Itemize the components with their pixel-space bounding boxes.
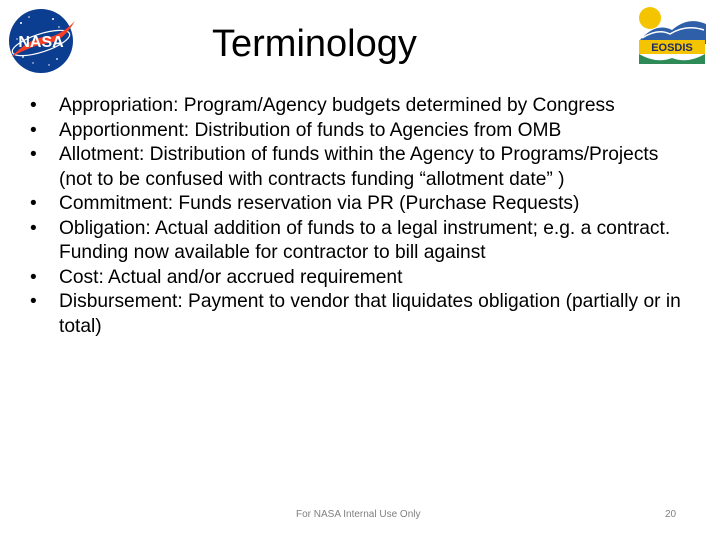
- bullet-dot: •: [30, 95, 37, 116]
- bullet-text: Allotment: Distribution of funds within the Agency to Programs/Projects (not to be confused with contracts funding “allotment date” ): [59, 144, 659, 190]
- bullet-dot: •: [30, 266, 37, 288]
- bullet-text: Apportionment: Distribution of funds to Agencies from OMB: [59, 119, 562, 141]
- bullet-item: [28, 94, 688, 119]
- slide-title: Terminology: [212, 23, 417, 65]
- bullet-text: Disbursement: Payment to vendor that liquidates obligation (partially or in total): [59, 291, 681, 337]
- bullet-dot: •: [30, 193, 37, 214]
- bullet-item: [28, 290, 688, 339]
- bullet-dot: •: [30, 119, 37, 141]
- bullet-item: [28, 143, 688, 192]
- nasa-logo-text: NASA: [18, 34, 64, 51]
- bullet-item: [28, 119, 688, 144]
- bullet-item: [28, 266, 688, 291]
- bullet-dot: •: [30, 144, 37, 165]
- bullet-dot: •: [30, 291, 37, 312]
- bullet-text: Cost: Actual and/or accrued requirement: [59, 266, 403, 288]
- bullet-text: Appropriation: Program/Agency budgets determined by Congress: [59, 95, 615, 116]
- bullet-text: Commitment: Funds reservation via PR (Purchase Requests): [59, 193, 580, 214]
- page-number: 20: [665, 509, 677, 520]
- footer-text: For NASA Internal Use Only: [296, 509, 421, 520]
- eosdis-logo-text: EOSDIS: [651, 42, 693, 54]
- bullet-list: [28, 94, 688, 339]
- bullet-text: Obligation: Actual addition of funds to a legal instrument; e.g. a contract. Funding now available for contractor to bill against: [59, 217, 671, 263]
- bullet-dot: •: [30, 217, 37, 239]
- bullet-item: [28, 217, 688, 266]
- eosdis-logo: [636, 4, 708, 68]
- bullet-item: [28, 192, 688, 217]
- nasa-logo: [3, 5, 79, 77]
